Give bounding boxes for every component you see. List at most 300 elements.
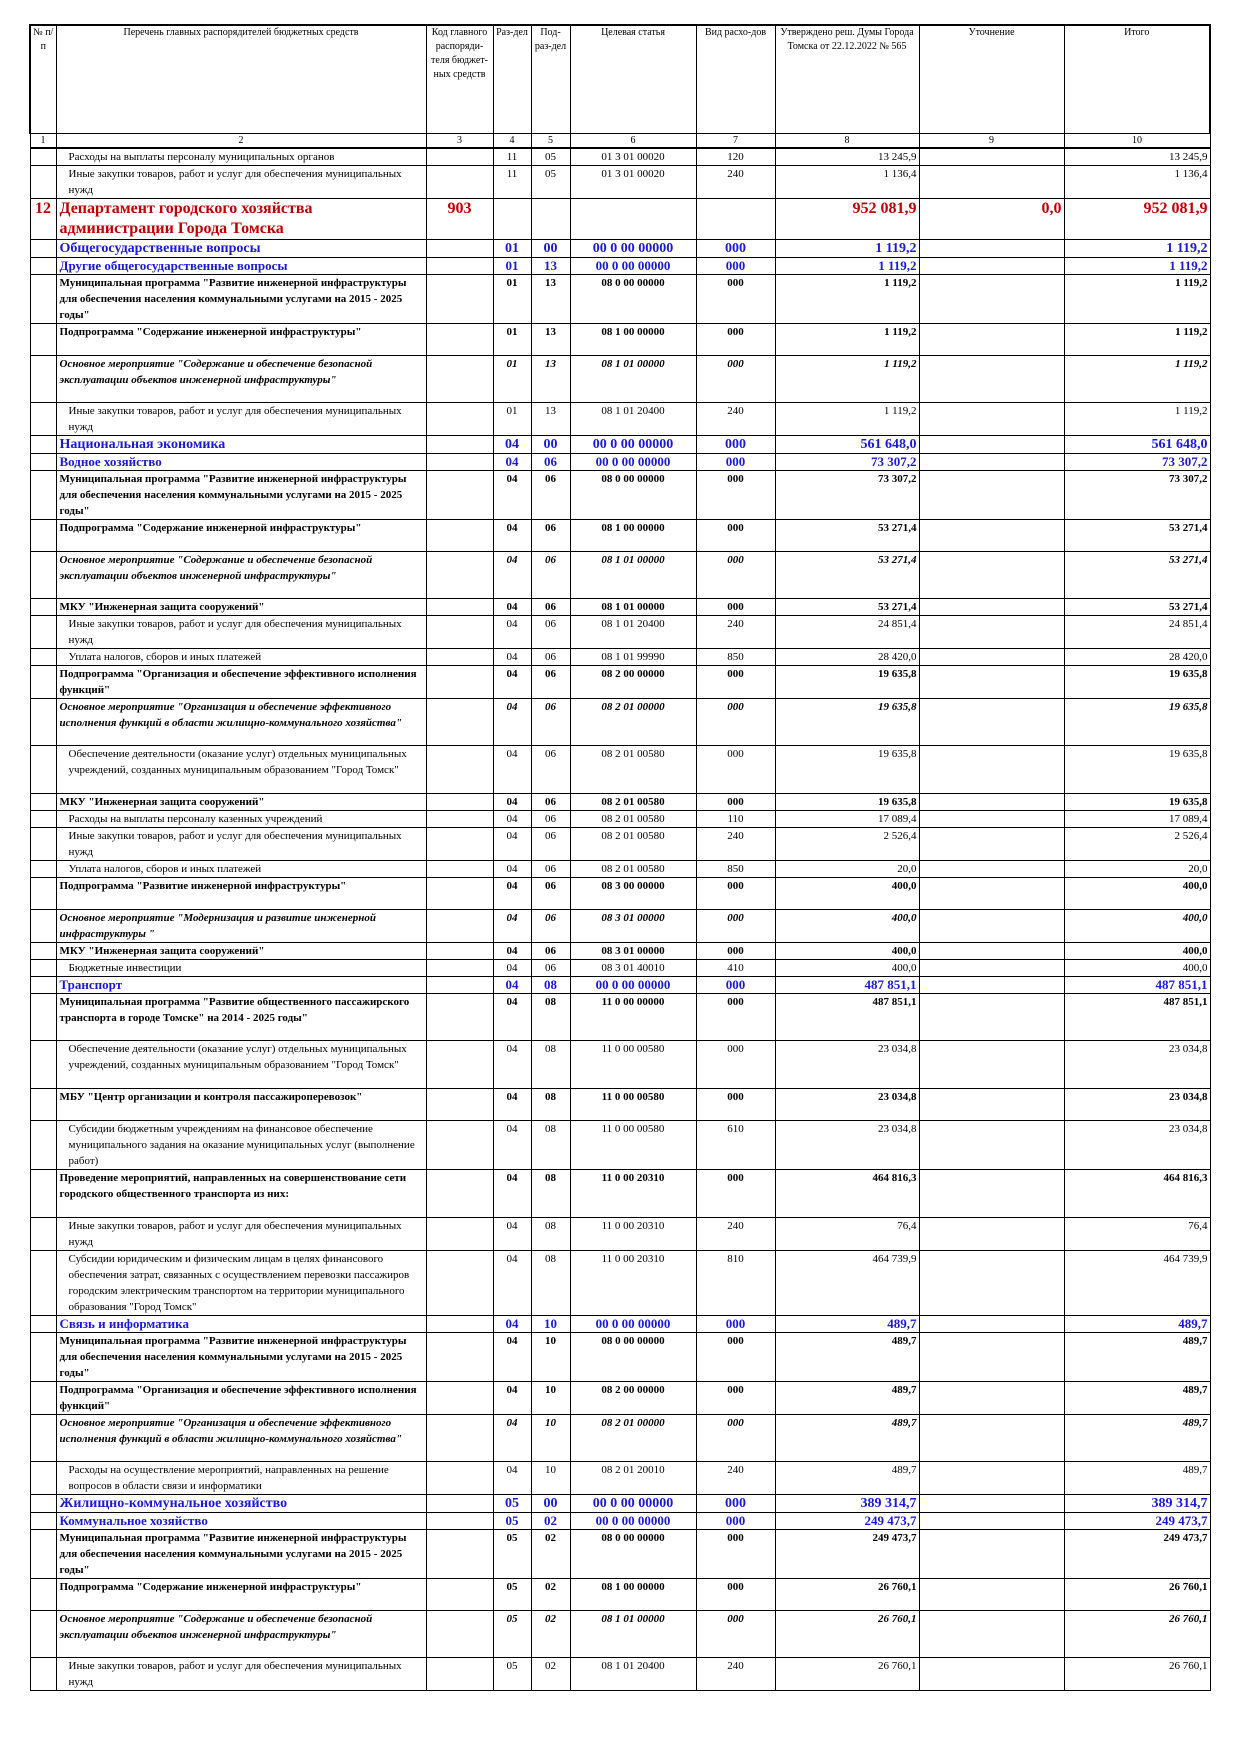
row-adjustment	[919, 665, 1064, 698]
row-number	[30, 1610, 56, 1657]
row-adjustment	[919, 1494, 1064, 1512]
row-expense-type: 000	[696, 274, 775, 323]
row-total: 489,7	[1064, 1461, 1210, 1494]
row-code	[426, 827, 493, 860]
row-name: Бюджетные инвестиции	[56, 959, 426, 976]
table-row	[30, 942, 1210, 959]
row-target-item: 08 2 00 00000	[570, 1381, 696, 1414]
row-target-item: 08 1 00 00000	[570, 323, 696, 355]
row-section: 01	[493, 323, 531, 355]
row-section: 04	[493, 860, 531, 877]
row-total: 489,7	[1064, 1315, 1210, 1332]
row-name: Иные закупки товаров, работ и услуг для обеспечения муниципальных нужд	[56, 402, 426, 435]
row-total: 17 089,4	[1064, 810, 1210, 827]
row-adjustment	[919, 598, 1064, 615]
row-expense-type: 000	[696, 993, 775, 1040]
row-code	[426, 239, 493, 257]
row-number	[30, 665, 56, 698]
row-number	[30, 1332, 56, 1381]
row-subsection: 06	[531, 615, 570, 648]
row-adjustment	[919, 402, 1064, 435]
row-target-item: 08 2 01 00580	[570, 793, 696, 810]
row-target-item: 08 1 01 00000	[570, 598, 696, 615]
row-adjustment	[919, 1529, 1064, 1578]
row-code	[426, 1512, 493, 1529]
row-total: 1 119,2	[1064, 257, 1210, 274]
row-target-item: 00 0 00 00000	[570, 435, 696, 453]
row-code	[426, 551, 493, 598]
row-adjustment	[919, 1315, 1064, 1332]
row-name: Департамент городского хозяйства администрации Города Томска	[56, 198, 426, 239]
row-name: Транспорт	[56, 976, 426, 993]
row-code	[426, 976, 493, 993]
row-code	[426, 1088, 493, 1120]
row-expense-type: 000	[696, 1414, 775, 1461]
row-target-item: 08 1 00 00000	[570, 1578, 696, 1610]
row-number: 12	[30, 198, 56, 239]
row-number	[30, 453, 56, 470]
row-adjustment	[919, 148, 1064, 166]
row-number	[30, 615, 56, 648]
row-name: Обеспечение деятельности (оказание услуг) отдельных муниципальных учреждений, созданных муниципальным образованием "Город Томск"	[56, 1040, 426, 1088]
row-target-item: 08 3 01 00000	[570, 942, 696, 959]
row-total: 20,0	[1064, 860, 1210, 877]
row-target-item	[570, 198, 696, 239]
row-subsection: 05	[531, 165, 570, 198]
row-total: 249 473,7	[1064, 1529, 1210, 1578]
row-name: Субсидии бюджетным учреждениям на финансовое обеспечение муниципального задания на оказание муниципальных услуг (выполнение работ)	[56, 1120, 426, 1169]
row-section: 04	[493, 519, 531, 551]
row-approved: 19 635,8	[775, 793, 919, 810]
row-section: 04	[493, 1315, 531, 1332]
row-total: 13 245,9	[1064, 148, 1210, 166]
row-section: 04	[493, 1381, 531, 1414]
row-expense-type: 000	[696, 1494, 775, 1512]
table-row	[30, 665, 1210, 698]
row-total: 73 307,2	[1064, 453, 1210, 470]
row-name: Подпрограмма "Содержание инженерной инфраструктуры"	[56, 519, 426, 551]
table-row	[30, 976, 1210, 993]
row-subsection: 13	[531, 355, 570, 402]
row-number	[30, 257, 56, 274]
column-number: 10	[1064, 133, 1210, 148]
row-expense-type: 000	[696, 1529, 775, 1578]
row-name: МБУ "Центр организации и контроля пассажироперевозок"	[56, 1088, 426, 1120]
row-number	[30, 1512, 56, 1529]
row-code	[426, 1461, 493, 1494]
row-number	[30, 993, 56, 1040]
row-expense-type: 000	[696, 239, 775, 257]
row-total: 1 119,2	[1064, 323, 1210, 355]
row-adjustment	[919, 1088, 1064, 1120]
row-code	[426, 323, 493, 355]
row-number	[30, 1120, 56, 1169]
row-subsection: 08	[531, 993, 570, 1040]
column-number: 8	[775, 133, 919, 148]
row-section: 04	[493, 1414, 531, 1461]
row-number	[30, 1414, 56, 1461]
row-total: 23 034,8	[1064, 1120, 1210, 1169]
row-code	[426, 1657, 493, 1690]
table-row	[30, 877, 1210, 909]
row-total: 23 034,8	[1064, 1040, 1210, 1088]
row-subsection: 08	[531, 1088, 570, 1120]
row-number	[30, 648, 56, 665]
row-target-item: 08 1 01 00000	[570, 1610, 696, 1657]
row-approved: 76,4	[775, 1217, 919, 1250]
row-code	[426, 402, 493, 435]
row-number	[30, 551, 56, 598]
table-row	[30, 198, 1210, 239]
row-name: МКУ "Инженерная защита сооружений"	[56, 598, 426, 615]
row-adjustment	[919, 551, 1064, 598]
row-section: 04	[493, 959, 531, 976]
row-expense-type: 810	[696, 1250, 775, 1315]
row-name: МКУ "Инженерная защита сооружений"	[56, 942, 426, 959]
row-expense-type: 000	[696, 470, 775, 519]
row-total: 26 760,1	[1064, 1610, 1210, 1657]
row-target-item: 08 0 00 00000	[570, 1332, 696, 1381]
row-approved: 23 034,8	[775, 1040, 919, 1088]
table-row	[30, 810, 1210, 827]
row-section: 04	[493, 877, 531, 909]
row-subsection: 06	[531, 745, 570, 793]
row-number	[30, 860, 56, 877]
row-name: Субсидии юридическим и физическим лицам в целях финансового обеспечения затрат, связанных с осуществлением перевозки пассажиров городским электрическим транспортом на территории муниципального образования "Город Томск"	[56, 1250, 426, 1315]
row-adjustment	[919, 860, 1064, 877]
row-subsection: 06	[531, 698, 570, 745]
row-subsection: 13	[531, 257, 570, 274]
row-adjustment	[919, 793, 1064, 810]
row-subsection: 02	[531, 1610, 570, 1657]
table-row	[30, 148, 1210, 166]
row-approved: 489,7	[775, 1414, 919, 1461]
row-expense-type: 240	[696, 615, 775, 648]
row-number	[30, 1578, 56, 1610]
row-target-item: 00 0 00 00000	[570, 1512, 696, 1529]
row-subsection: 06	[531, 959, 570, 976]
row-code	[426, 435, 493, 453]
row-adjustment	[919, 257, 1064, 274]
row-name: Общегосударственные вопросы	[56, 239, 426, 257]
row-code	[426, 745, 493, 793]
row-adjustment	[919, 453, 1064, 470]
table-body	[30, 148, 1210, 1691]
row-section: 01	[493, 257, 531, 274]
row-subsection: 00	[531, 1494, 570, 1512]
row-approved: 26 760,1	[775, 1657, 919, 1690]
row-adjustment	[919, 1610, 1064, 1657]
row-subsection: 00	[531, 239, 570, 257]
row-adjustment	[919, 239, 1064, 257]
row-target-item: 08 2 01 20010	[570, 1461, 696, 1494]
row-name: Расходы на осуществление мероприятий, направленных на решение вопросов в области связи и информатики	[56, 1461, 426, 1494]
row-section: 01	[493, 402, 531, 435]
row-expense-type: 850	[696, 648, 775, 665]
row-total: 489,7	[1064, 1332, 1210, 1381]
row-approved: 1 119,2	[775, 323, 919, 355]
row-section: 04	[493, 810, 531, 827]
row-subsection: 10	[531, 1315, 570, 1332]
row-expense-type: 000	[696, 1578, 775, 1610]
row-approved: 19 635,8	[775, 745, 919, 793]
row-approved: 19 635,8	[775, 698, 919, 745]
row-number	[30, 1088, 56, 1120]
row-code	[426, 993, 493, 1040]
row-approved: 487 851,1	[775, 976, 919, 993]
row-total: 464 739,9	[1064, 1250, 1210, 1315]
row-adjustment	[919, 1217, 1064, 1250]
row-number	[30, 1657, 56, 1690]
table-row	[30, 1657, 1210, 1690]
row-expense-type: 610	[696, 1120, 775, 1169]
row-expense-type: 000	[696, 355, 775, 402]
row-code	[426, 148, 493, 166]
row-target-item: 00 0 00 00000	[570, 239, 696, 257]
row-number	[30, 519, 56, 551]
row-approved: 20,0	[775, 860, 919, 877]
row-subsection: 06	[531, 877, 570, 909]
row-name: Подпрограмма "Организация и обеспечение эффективного исполнения функций"	[56, 665, 426, 698]
row-code	[426, 165, 493, 198]
row-section: 05	[493, 1494, 531, 1512]
row-number	[30, 323, 56, 355]
row-code	[426, 1529, 493, 1578]
row-approved: 23 034,8	[775, 1088, 919, 1120]
row-approved: 1 119,2	[775, 257, 919, 274]
table-row	[30, 793, 1210, 810]
table-row	[30, 274, 1210, 323]
row-total: 19 635,8	[1064, 745, 1210, 793]
row-code	[426, 257, 493, 274]
row-name: Подпрограмма "Организация и обеспечение эффективного исполнения функций"	[56, 1381, 426, 1414]
row-number	[30, 1250, 56, 1315]
row-section: 04	[493, 1461, 531, 1494]
row-adjustment	[919, 435, 1064, 453]
table-header-row	[30, 25, 1210, 133]
row-approved: 26 760,1	[775, 1578, 919, 1610]
row-expense-type: 240	[696, 827, 775, 860]
row-total: 952 081,9	[1064, 198, 1210, 239]
table-row	[30, 909, 1210, 942]
row-name: Водное хозяйство	[56, 453, 426, 470]
row-approved: 13 245,9	[775, 148, 919, 166]
row-approved: 389 314,7	[775, 1494, 919, 1512]
row-target-item: 11 0 00 00580	[570, 1040, 696, 1088]
row-code	[426, 959, 493, 976]
row-adjustment	[919, 519, 1064, 551]
row-total: 389 314,7	[1064, 1494, 1210, 1512]
row-approved: 1 119,2	[775, 274, 919, 323]
table-row	[30, 1512, 1210, 1529]
table-row	[30, 402, 1210, 435]
row-expense-type: 000	[696, 598, 775, 615]
row-approved: 561 648,0	[775, 435, 919, 453]
table-row	[30, 959, 1210, 976]
row-name: Иные закупки товаров, работ и услуг для обеспечения муниципальных нужд	[56, 827, 426, 860]
row-approved: 249 473,7	[775, 1512, 919, 1529]
row-expense-type: 000	[696, 976, 775, 993]
row-total: 23 034,8	[1064, 1088, 1210, 1120]
row-code	[426, 453, 493, 470]
row-subsection: 08	[531, 1040, 570, 1088]
row-name: Связь и информатика	[56, 1315, 426, 1332]
row-code	[426, 810, 493, 827]
row-code	[426, 470, 493, 519]
row-target-item: 11 0 00 20310	[570, 1169, 696, 1217]
row-target-item: 08 0 00 00000	[570, 1529, 696, 1578]
row-number	[30, 470, 56, 519]
budget-table	[29, 24, 1211, 1691]
row-adjustment	[919, 323, 1064, 355]
row-adjustment	[919, 909, 1064, 942]
row-target-item: 00 0 00 00000	[570, 1494, 696, 1512]
row-adjustment	[919, 698, 1064, 745]
row-name: Уплата налогов, сборов и иных платежей	[56, 648, 426, 665]
row-subsection: 06	[531, 942, 570, 959]
row-section: 04	[493, 942, 531, 959]
row-expense-type: 000	[696, 519, 775, 551]
row-section: 04	[493, 827, 531, 860]
row-target-item: 08 2 01 00000	[570, 1414, 696, 1461]
row-name: Иные закупки товаров, работ и услуг для обеспечения муниципальных нужд	[56, 165, 426, 198]
row-subsection: 02	[531, 1657, 570, 1690]
row-total: 561 648,0	[1064, 435, 1210, 453]
row-expense-type: 000	[696, 909, 775, 942]
row-expense-type: 000	[696, 665, 775, 698]
row-expense-type: 000	[696, 1315, 775, 1332]
row-section: 01	[493, 239, 531, 257]
table-row	[30, 1610, 1210, 1657]
row-expense-type: 000	[696, 435, 775, 453]
row-subsection: 08	[531, 1169, 570, 1217]
row-name: Коммунальное хозяйство	[56, 1512, 426, 1529]
row-total: 19 635,8	[1064, 698, 1210, 745]
row-name: Муниципальная программа "Развитие инженерной инфраструктуры для обеспечения населения коммунальными услугами на 2015 - 2025 годы"	[56, 1529, 426, 1578]
row-subsection: 06	[531, 470, 570, 519]
column-numbers-row	[30, 133, 1210, 148]
table-row	[30, 1315, 1210, 1332]
row-adjustment	[919, 274, 1064, 323]
row-expense-type: 000	[696, 1381, 775, 1414]
row-name: Подпрограмма "Содержание инженерной инфраструктуры"	[56, 1578, 426, 1610]
row-expense-type: 240	[696, 1657, 775, 1690]
row-total: 19 635,8	[1064, 793, 1210, 810]
row-subsection: 08	[531, 976, 570, 993]
row-total: 53 271,4	[1064, 598, 1210, 615]
row-approved: 400,0	[775, 909, 919, 942]
row-subsection: 13	[531, 323, 570, 355]
row-number	[30, 827, 56, 860]
row-expense-type: 000	[696, 1040, 775, 1088]
row-total: 487 851,1	[1064, 976, 1210, 993]
row-total: 1 119,2	[1064, 274, 1210, 323]
row-name: Муниципальная программа "Развитие общественного пассажирского транспорта в городе Томске" на 2014 - 2025 годы"	[56, 993, 426, 1040]
row-code	[426, 519, 493, 551]
row-adjustment	[919, 959, 1064, 976]
row-target-item: 08 0 00 00000	[570, 470, 696, 519]
column-number: 1	[30, 133, 56, 148]
row-number	[30, 1529, 56, 1578]
row-approved: 489,7	[775, 1315, 919, 1332]
row-adjustment	[919, 827, 1064, 860]
row-expense-type: 120	[696, 148, 775, 166]
row-name: Муниципальная программа "Развитие инженерной инфраструктуры для обеспечения населения коммунальными услугами на 2015 - 2025 годы"	[56, 470, 426, 519]
row-target-item: 00 0 00 00000	[570, 976, 696, 993]
row-total: 489,7	[1064, 1414, 1210, 1461]
header-code: Код главного распоряди-теля бюджет-ных средств	[426, 25, 493, 133]
row-subsection: 05	[531, 148, 570, 166]
row-total: 28 420,0	[1064, 648, 1210, 665]
row-number	[30, 745, 56, 793]
row-target-item: 08 2 01 00580	[570, 860, 696, 877]
row-total: 489,7	[1064, 1381, 1210, 1414]
row-subsection: 10	[531, 1461, 570, 1494]
row-number	[30, 165, 56, 198]
row-total: 1 119,2	[1064, 402, 1210, 435]
row-section: 04	[493, 665, 531, 698]
row-number	[30, 239, 56, 257]
row-section: 01	[493, 274, 531, 323]
table-row	[30, 615, 1210, 648]
row-code	[426, 909, 493, 942]
row-section: 05	[493, 1610, 531, 1657]
row-section: 11	[493, 148, 531, 166]
row-code	[426, 793, 493, 810]
row-total: 1 119,2	[1064, 355, 1210, 402]
table-row	[30, 1578, 1210, 1610]
row-approved: 249 473,7	[775, 1529, 919, 1578]
table-row	[30, 1414, 1210, 1461]
row-target-item: 08 2 01 00580	[570, 745, 696, 793]
row-section: 04	[493, 453, 531, 470]
row-section: 04	[493, 1169, 531, 1217]
row-total: 53 271,4	[1064, 551, 1210, 598]
row-expense-type	[696, 198, 775, 239]
row-adjustment	[919, 165, 1064, 198]
row-adjustment: 0,0	[919, 198, 1064, 239]
row-adjustment	[919, 648, 1064, 665]
row-number	[30, 810, 56, 827]
row-number	[30, 1169, 56, 1217]
row-subsection: 06	[531, 827, 570, 860]
row-total: 73 307,2	[1064, 470, 1210, 519]
row-approved: 73 307,2	[775, 470, 919, 519]
row-expense-type: 240	[696, 402, 775, 435]
row-approved: 1 136,4	[775, 165, 919, 198]
row-section: 04	[493, 435, 531, 453]
table-row	[30, 1494, 1210, 1512]
row-expense-type: 000	[696, 745, 775, 793]
table-row	[30, 1332, 1210, 1381]
row-code: 903	[426, 198, 493, 239]
row-number	[30, 976, 56, 993]
row-approved: 26 760,1	[775, 1610, 919, 1657]
row-number	[30, 942, 56, 959]
row-section: 05	[493, 1512, 531, 1529]
row-expense-type: 000	[696, 1088, 775, 1120]
row-adjustment	[919, 1414, 1064, 1461]
row-subsection: 06	[531, 793, 570, 810]
row-number	[30, 698, 56, 745]
row-name: Национальная экономика	[56, 435, 426, 453]
row-total: 400,0	[1064, 959, 1210, 976]
row-code	[426, 1315, 493, 1332]
column-number: 3	[426, 133, 493, 148]
table-row	[30, 435, 1210, 453]
row-adjustment	[919, 1332, 1064, 1381]
table-row	[30, 993, 1210, 1040]
